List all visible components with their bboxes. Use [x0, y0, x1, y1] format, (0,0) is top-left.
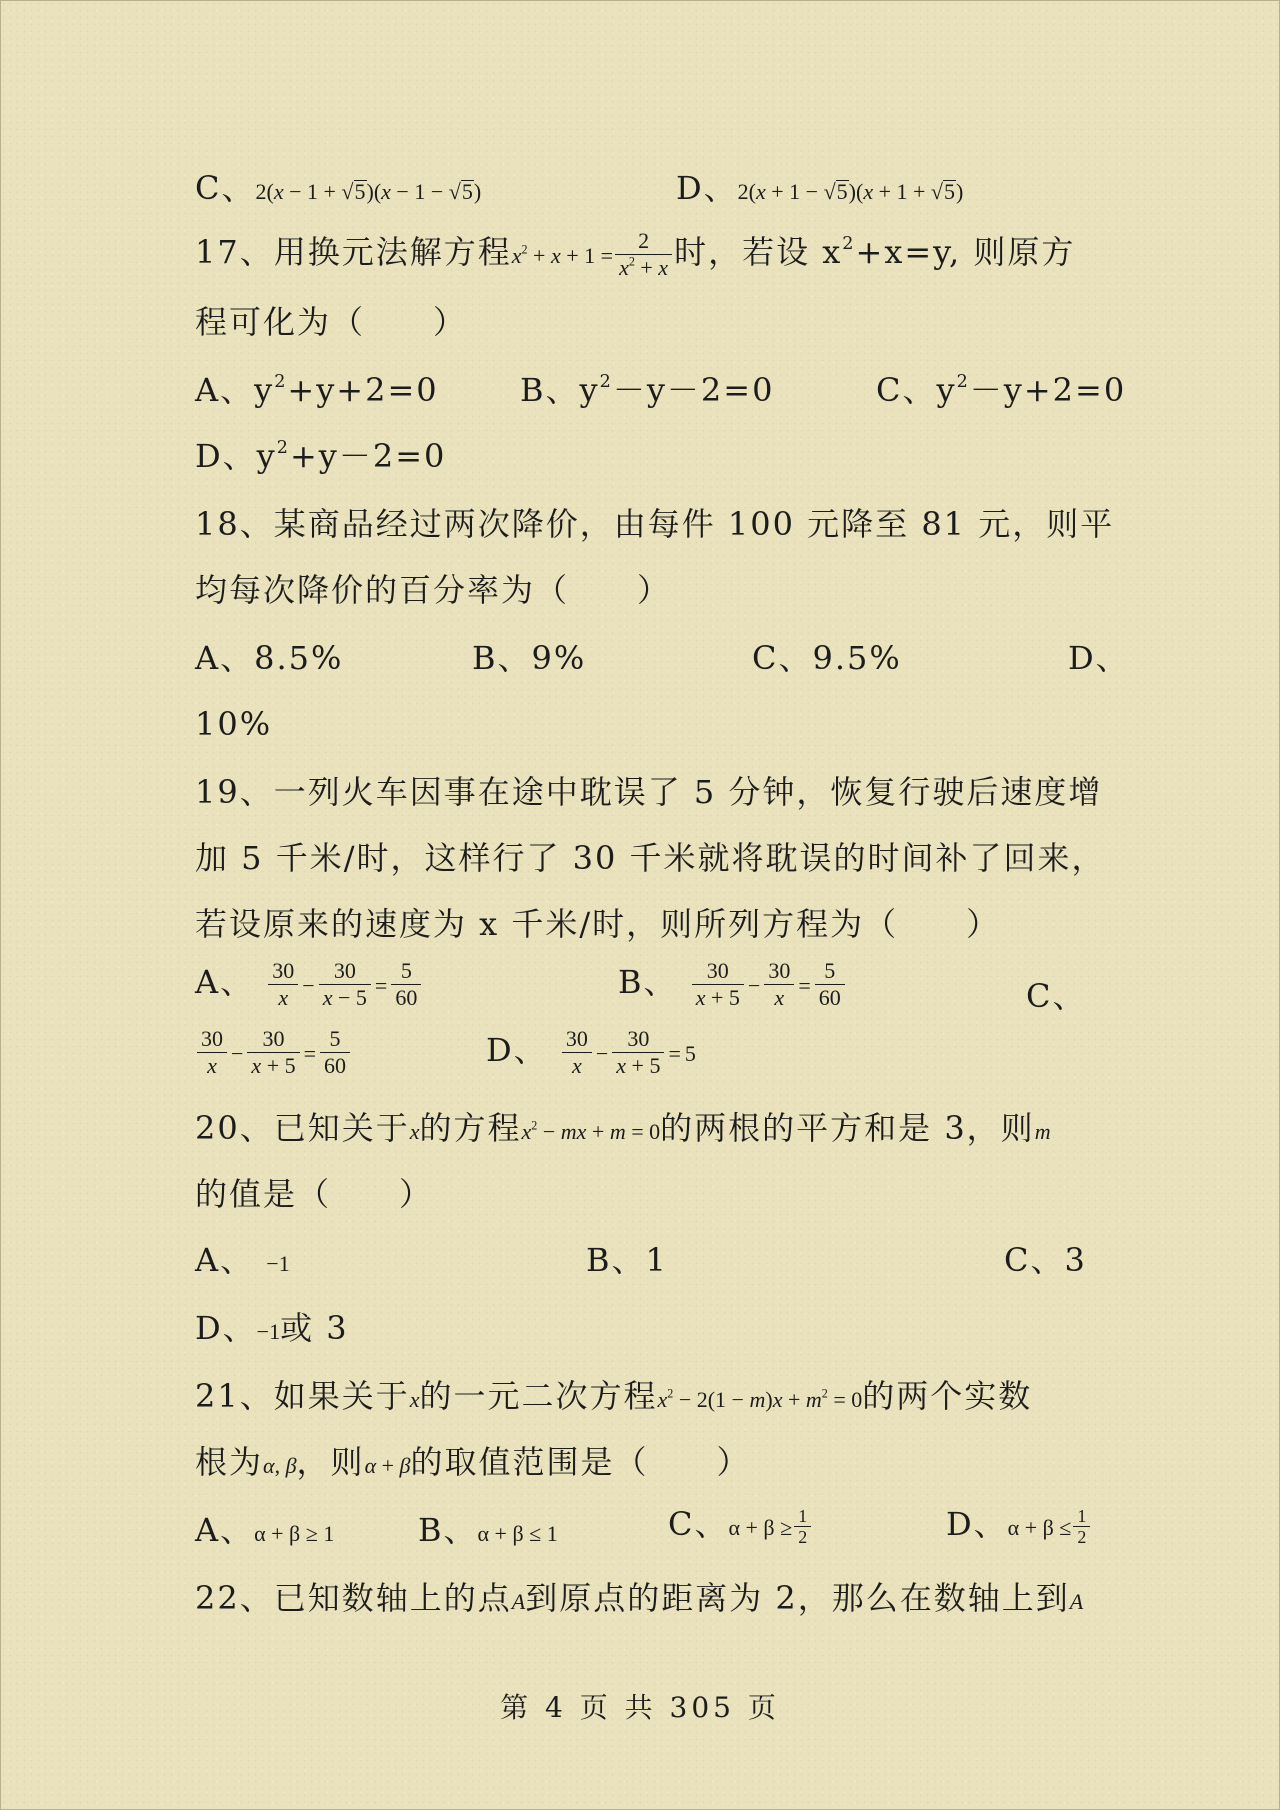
q17-option-d: D、$y^2+y-2=0$: [195, 437, 447, 475]
q18-option-b: B、9%: [472, 639, 587, 677]
q21-option-a: A、α + β ≥ 1: [195, 1511, 335, 1549]
q21-option-d: D、α + β ≤ $\frac{1}{2}$: [946, 1504, 1092, 1548]
q20-option-d: D、−1或 3: [195, 1309, 349, 1347]
q22-stem: 22、已知数轴上的点A到原点的距离为 2，那么在数轴上到A: [195, 1579, 1084, 1617]
q19-stem-line2: 加 5 千米/时，这样行了 30 千米就将耽误的时间补了回来，: [195, 839, 1106, 877]
q17-option-c: C、$y^2-y+2=0$: [876, 371, 1127, 409]
q18-option-d-value: 10%: [195, 705, 273, 743]
q21-stem: 21、如果关于x的一元二次方程$x^2 - 2(1 - m)x + m^2 = 0$的两个实数: [195, 1377, 1033, 1415]
q17-option-b: B、$y^2-y-2=0$: [520, 371, 775, 409]
q21-option-c: C、α + β ≥ $\frac{1}{2}$: [668, 1504, 813, 1548]
q19-option-d: D、 $\frac{30}{x}$ − $\frac{30}{x + 5}$ = 5: [486, 1026, 696, 1078]
q20-option-a: A、 −1: [195, 1241, 290, 1279]
q17-stem-line2: 程可化为（ ）: [195, 303, 468, 341]
q20-stem: 20、已知关于x的方程$x^2$ − mx + m = 0的两根的平方和是 3，则m: [195, 1109, 1051, 1147]
q16-option-d: D、2(x + 1 − √5)(x + 1 + √5): [676, 169, 964, 207]
q21-stem-line2: 根为α, β，则α + β的取值范围是（ ）: [195, 1443, 751, 1481]
q19-option-c-label: C、: [1026, 977, 1087, 1015]
q18-stem-line2: 均每次降价的百分率为（ ）: [195, 571, 672, 609]
q19-stem: 19、一列火车因事在途中耽误了 5 分钟，恢复行驶后速度增: [195, 773, 1103, 811]
page-footer: 第 4 页 共 305 页: [500, 1691, 780, 1724]
q21-option-b: B、α + β ≤ 1: [418, 1511, 558, 1549]
q19-option-a: A、 $\frac{30}{x}$ − $\frac{30}{x - 5}$ = $\frac{5}{60}$: [195, 958, 423, 1011]
q18-stem: 18、某商品经过两次降价，由每件 100 元降至 81 元，则平: [195, 505, 1115, 543]
q19-stem-line3: 若设原来的速度为 x 千米/时，则所列方程为（ ）: [195, 905, 1001, 943]
q20-option-b: B、1: [586, 1241, 668, 1279]
q19-option-c: $\frac{30}{x}$ − $\frac{30}{x + 5}$ = $\frac{5}{60}$: [195, 1026, 352, 1079]
q20-option-c: C、3: [1004, 1241, 1087, 1279]
q18-option-a: A、8.5%: [195, 639, 344, 677]
q20-stem-line2: 的值是（ ）: [195, 1175, 434, 1213]
q18-option-d-label: D、: [1068, 639, 1130, 677]
q16-option-c: C、2(x − 1 + √5)(x − 1 − √5): [195, 169, 482, 207]
q18-option-c: C、9.5%: [752, 639, 902, 677]
q17-stem: 17、用换元法解方程$x^2 + x + 1$ = $\frac{2}{x^2 + x}$ 时，若设 $x^2+x=y$, 则原方: [195, 228, 1076, 280]
q19-option-b: B、 $\frac{30}{x + 5}$ − $\frac{30}{x}$ = $\frac{5}{60}$: [618, 958, 847, 1011]
q17-option-a: A、$y^2+y+2=0$: [195, 371, 439, 409]
